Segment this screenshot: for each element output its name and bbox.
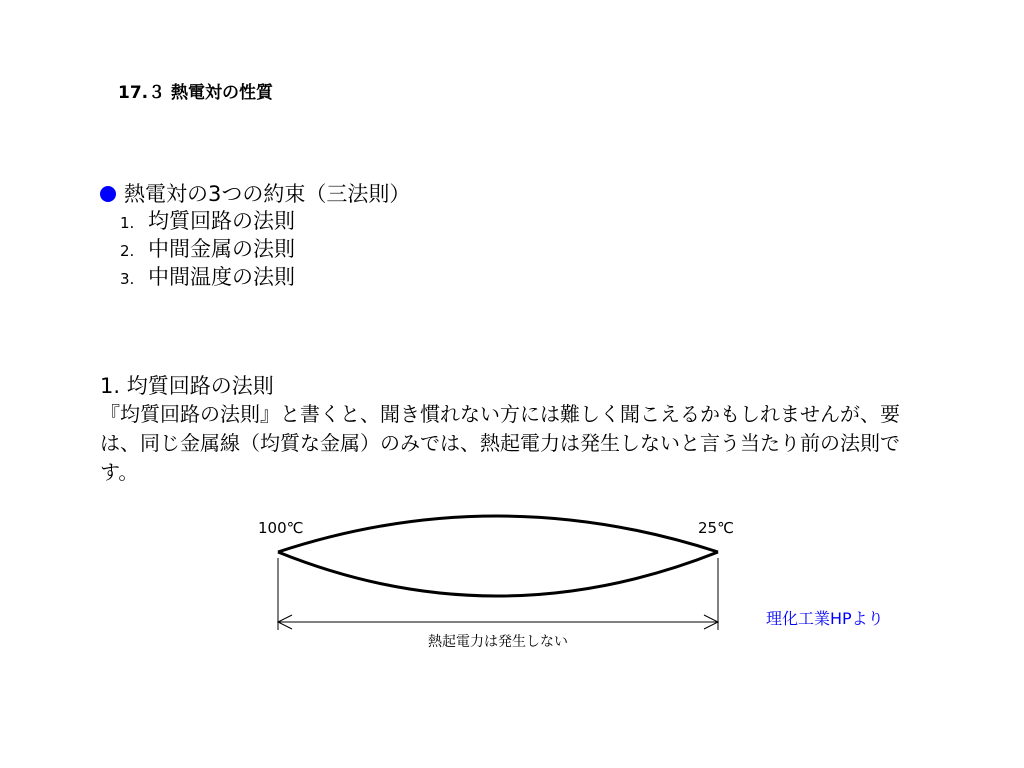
lower-wire [278, 552, 718, 596]
law-item-intermediate-temperature [120, 264, 410, 292]
law-item-intermediate-metal [120, 236, 410, 264]
law-number: 1. [120, 214, 135, 232]
intro-heading-text: 熱電対の3つの約束（三法則） [124, 182, 411, 206]
law-item-homogeneous [120, 208, 410, 236]
diagram-caption: 熱起電力は発生しない [428, 634, 568, 650]
law-label: 中間温度の法則 [148, 265, 295, 289]
intro-heading [100, 180, 410, 208]
law-label: 均質回路の法則 [148, 209, 295, 233]
homogeneous-circuit-diagram [256, 510, 756, 660]
intro-block [100, 180, 410, 292]
law-number: 2. [120, 242, 135, 260]
bullet-dot-icon [100, 186, 116, 202]
right-temperature-label: 25℃ [698, 519, 734, 537]
slide-title: 17.３ 熱電対の性質 [118, 83, 274, 103]
section-body: 『均質回路の法則』と書くと、聞き慣れない方には難しく聞こえるかもしれませんが、要は、同じ金属線（均質な金属）のみでは、熱起電力は発生しないと言う当たり前の法則です。 [100, 402, 900, 484]
section-heading: 1. 均質回路の法則 [100, 374, 274, 398]
upper-wire [278, 516, 718, 552]
law-number: 3. [120, 270, 135, 288]
law-label: 中間金属の法則 [148, 237, 295, 261]
law-list [100, 208, 410, 292]
left-temperature-label: 100℃ [258, 519, 304, 537]
source-credit: 理化工業HPより [766, 609, 884, 628]
